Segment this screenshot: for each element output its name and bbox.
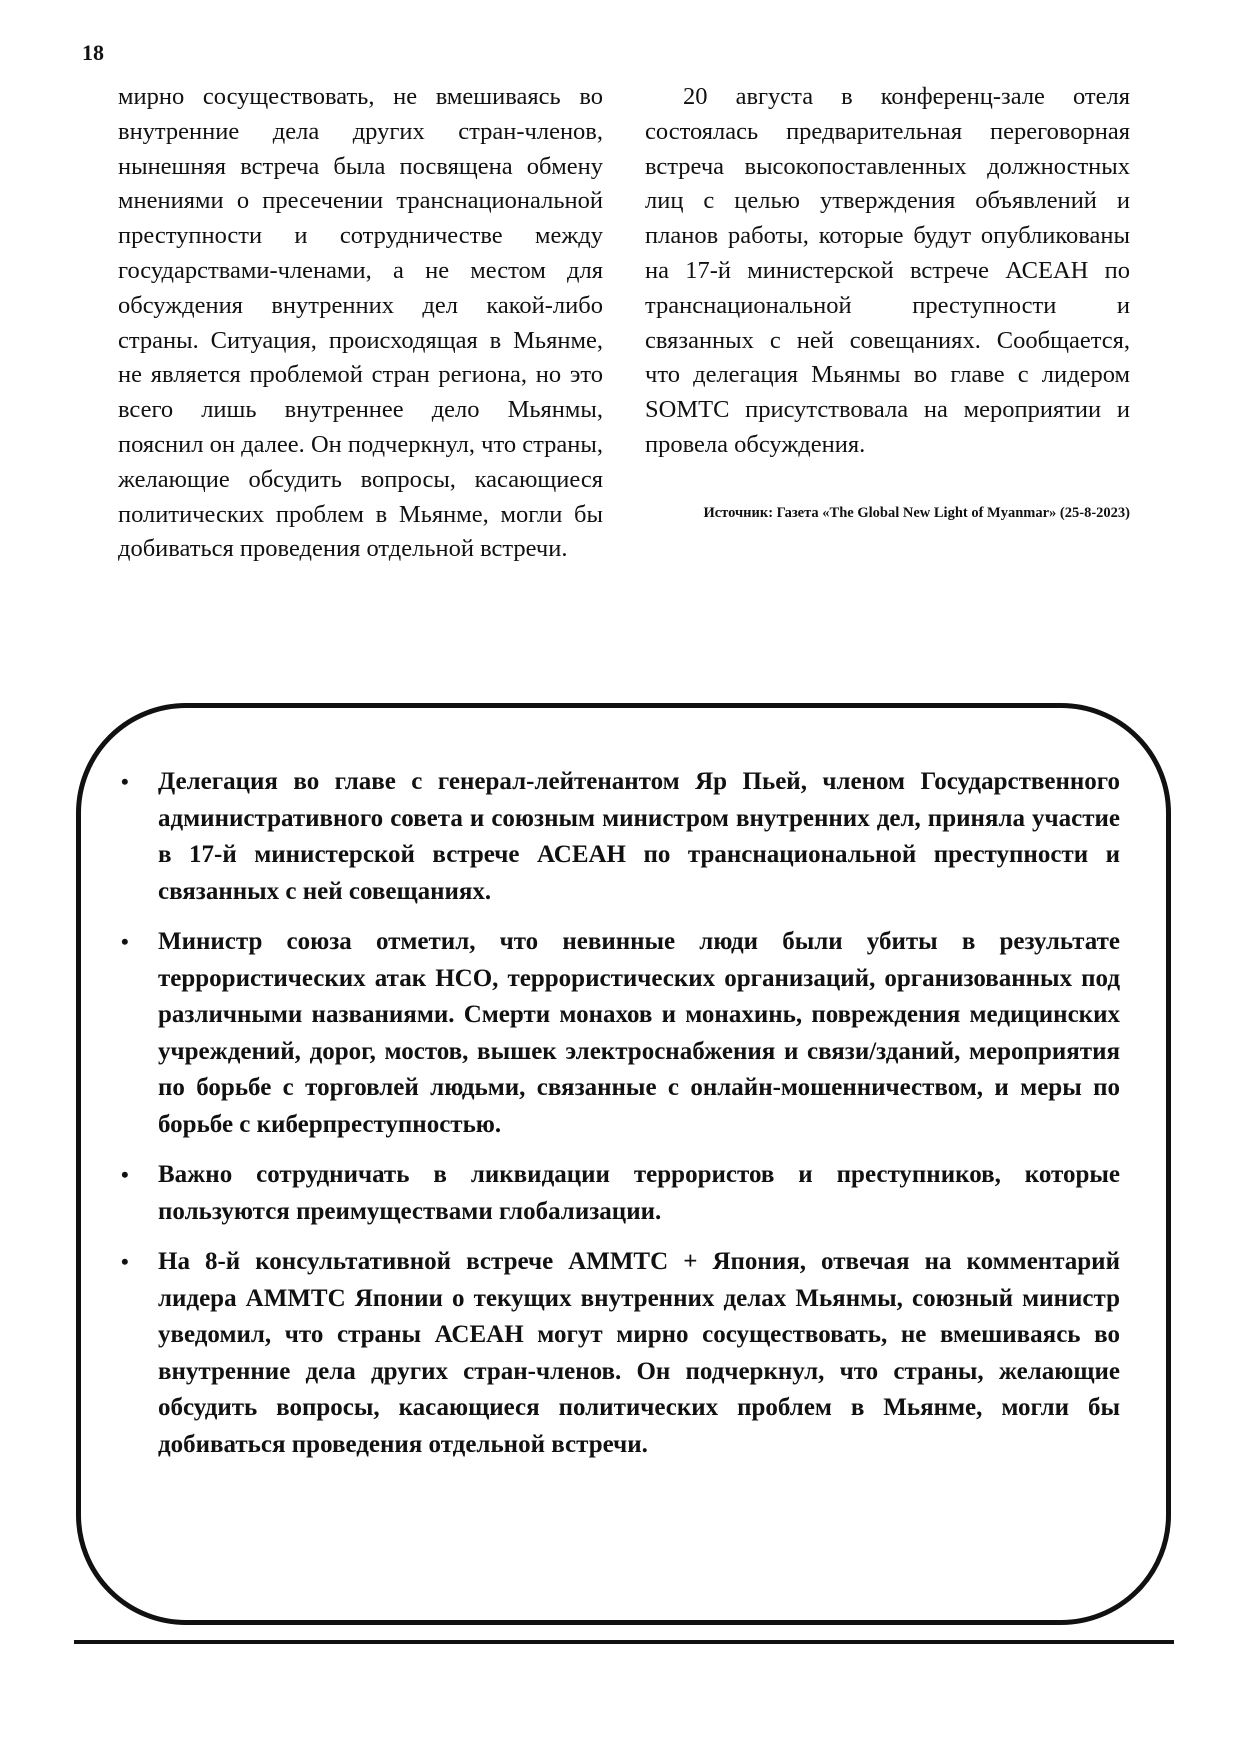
summary-item <box>121 1244 1120 1463</box>
source-citation: Источник: Газета «The Global New Light of Myanmar» (25-8-2023) <box>703 504 1130 521</box>
bullet-icon: • <box>121 769 129 794</box>
summary-item <box>121 1157 1120 1230</box>
right-column-paragraph: 20 августа в конференц-зале отеля состоялась предварительная переговорная встреча высокопоставленных должностных лиц с целью утверждения объявлений и планов работы, которые будут опубликованы на 17-й министерской встрече АСЕАН по транснациональной преступности и связанных с ней совещаниях. Сообщается, что делегация Мьянмы во главе с лидером SOMTC присутствовала на мероприятии и провела обсуждения. <box>645 83 1130 458</box>
summary-item <box>121 924 1120 1143</box>
summary-list <box>121 764 1120 1477</box>
bullet-icon: • <box>121 1162 129 1187</box>
bullet-icon: • <box>121 929 129 954</box>
summary-box <box>76 703 1171 1625</box>
summary-item-text: На 8-й консультативной встрече AMMTC + Япония, отвечая на комментарий лидера AMMTC Японии о текущих внутренних делах Мьянмы, союзный министр уведомил, что страны АСЕАН могут мирно сосуществовать, не вмешиваясь во внутренние дела других стран-членов. Он подчеркнул, что страны, желающие обсудить вопросы, касающиеся политических проблем в Мьянме, могли бы добиваться проведения отдельной встречи. <box>158 1248 1120 1458</box>
left-column-paragraph: мирно сосуществовать, не вмешиваясь во внутренние дела других стран-членов, нынешняя встреча была посвящена обмену мнениями о пресечении транснациональной преступности и сотрудничестве между государствами-членами, а не местом для обсуждения внутренних дел какой-либо страны. Ситуация, происходящая в Мьянме, не является проблемой стран региона, но это всего лишь внутреннее дело Мьянмы, пояснил он далее. Он подчеркнул, что страны, желающие обсудить вопросы, касающиеся политических проблем в Мьянме, могли бы добиваться проведения отдельной встречи. <box>118 83 603 563</box>
summary-item-text: Министр союза отметил, что невинные люди были убиты в результате террористических атак НСО, террористических организаций, организованных под различными названиями. Смерти монахов и монахинь, повреждения медицинских учреждений, дорог, мостов, вышек электроснабжения и связи/зданий, мероприятия по борьбе с торговлей людьми, связанные с онлайн-мошенничеством, и меры по борьбе с киберпреступностью. <box>158 928 1120 1138</box>
right-column <box>645 80 1130 523</box>
left-column <box>118 80 603 567</box>
bottom-rule <box>74 1640 1174 1644</box>
summary-item <box>121 764 1120 910</box>
summary-item-text: Делегация во главе с генерал-лейтенантом Яр Пьей, членом Государственного административного совета и союзным министром внутренних дел, приняла участие в 17-й министерской встрече АСЕАН по транснациональной преступности и связанных с ней совещаниях. <box>158 768 1120 905</box>
bullet-icon: • <box>121 1249 129 1274</box>
summary-item-text: Важно сотрудничать в ликвидации террористов и преступников, которые пользуются преимуществами глобализации. <box>158 1161 1120 1225</box>
page-number: 18 <box>82 40 104 65</box>
